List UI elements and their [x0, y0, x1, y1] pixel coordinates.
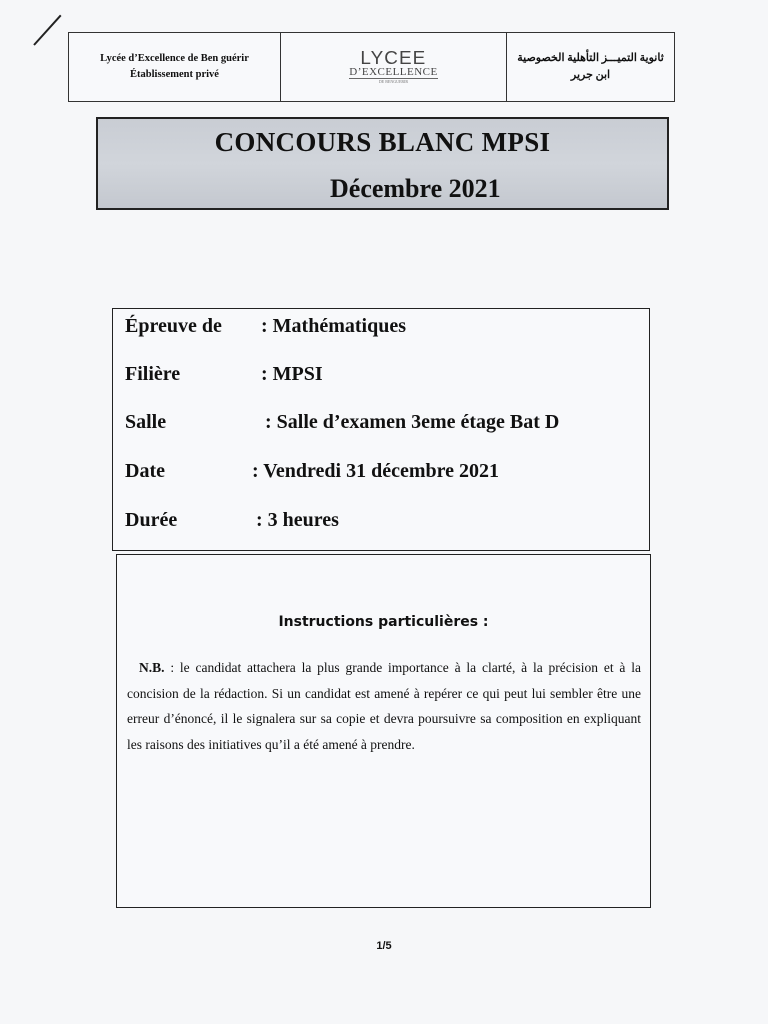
title-banner — [96, 117, 669, 210]
school-name-ar-line2: ابن جرير — [570, 69, 611, 81]
page-number: 1/5 — [376, 940, 392, 952]
exam-date-title: Décembre 2021 — [330, 174, 501, 203]
school-logo — [281, 33, 507, 101]
header-table — [68, 32, 675, 102]
school-name-ar-line1: ثانوية التميـــز التأهلية الخصوصية — [517, 52, 664, 64]
info-label-salle: Salle — [125, 411, 167, 433]
instructions-title: Instructions particulières : — [278, 614, 489, 630]
instructions-text — [127, 655, 641, 757]
exam-info-box — [112, 308, 650, 551]
info-label-filiere: Filière — [125, 363, 181, 385]
logo-text-top: LYCEE — [360, 48, 427, 68]
logo-text-small: DE BENGUERIR — [378, 79, 409, 84]
pen-mark — [33, 15, 61, 46]
school-name-fr-line1: Lycée d’Excellence de Ben guérir — [100, 53, 249, 64]
info-label-duree: Durée — [125, 509, 178, 531]
info-value-date: : Vendredi 31 décembre 2021 — [252, 460, 500, 482]
info-value-epreuve: : Mathématiques — [261, 315, 406, 337]
school-status-fr: Établissement privé — [130, 69, 219, 80]
exam-title: CONCOURS BLANC MPSI — [214, 127, 551, 157]
info-label-epreuve: Épreuve de — [125, 315, 222, 337]
info-value-filiere: : MPSI — [261, 363, 323, 385]
info-label-date: Date — [125, 460, 165, 482]
info-value-salle: : Salle d’examen 3eme étage Bat D — [265, 411, 560, 433]
school-name-arabic — [507, 33, 674, 101]
logo-text-main: D’EXCELLENCE — [349, 66, 438, 78]
nb-label: N.B. — [139, 660, 165, 675]
info-value-duree: : 3 heures — [256, 509, 339, 531]
instructions-box — [116, 554, 651, 908]
school-name-french — [69, 33, 281, 101]
instructions-body: : le candidat attachera la plus grande importance à la clarté, à la précision et à la concision de la rédaction. Si un candidat est amené à repérer ce qui peut lui sembler être une erreur d’énoncé, il le signalera sur sa copie et devra poursuivre sa composition en expliquant les raisons des initiatives qu’il a été amené à prendre. — [127, 660, 641, 752]
